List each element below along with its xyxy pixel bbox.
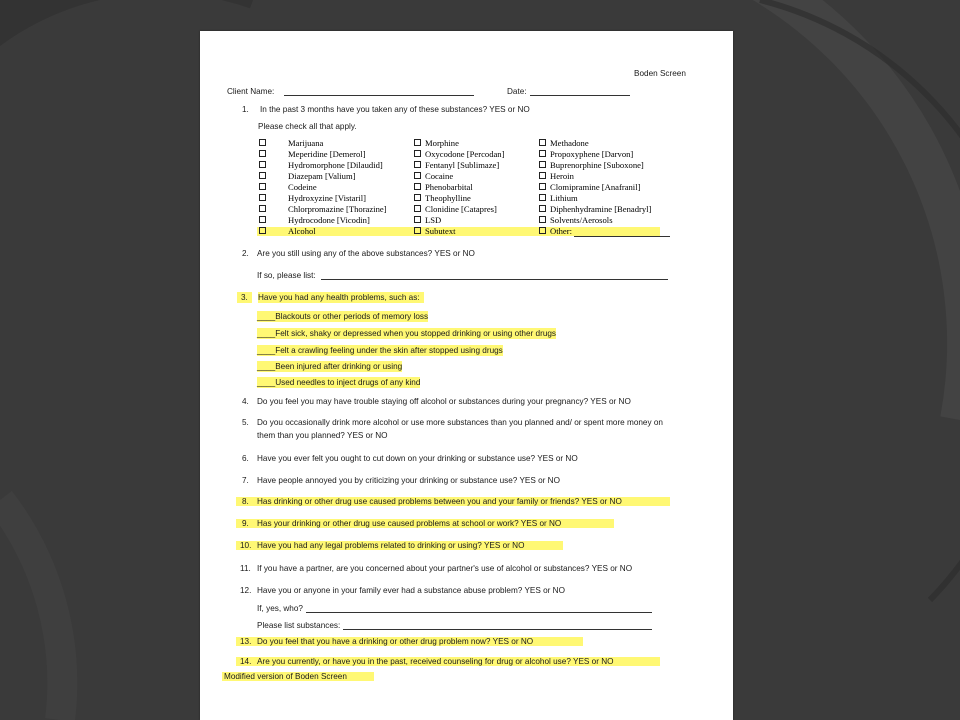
substance-item: Clomipramine [Anafranil]: [539, 182, 651, 193]
checkbox[interactable]: [539, 161, 546, 168]
substance-item: Codeine: [259, 182, 387, 193]
scanned-form-page: [200, 31, 733, 720]
q12-who-line: [306, 612, 652, 613]
q4-number: 4.: [242, 397, 249, 406]
date-label: Date:: [507, 87, 527, 96]
q8-text: Has drinking or other drug use caused problems between you and your family or friends? YES or NO: [257, 497, 622, 506]
checkbox[interactable]: [539, 194, 546, 201]
q2-list-label: If so, please list:: [257, 271, 316, 280]
substance-item: Diphenhydramine [Benadryl]: [539, 204, 651, 215]
checkbox[interactable]: [414, 139, 421, 146]
q3-item: ____Used needles to inject drugs of any kind: [257, 378, 421, 387]
q3-item: ____Felt a crawling feeling under the skin after stopped using drugs: [257, 346, 503, 355]
checkbox[interactable]: [414, 161, 421, 168]
q12-substances-label: Please list substances:: [257, 621, 341, 630]
checkbox[interactable]: [259, 172, 266, 179]
checkbox[interactable]: [539, 216, 546, 223]
checkbox[interactable]: [259, 139, 266, 146]
q10-number: 10.: [240, 541, 252, 550]
q7-text: Have people annoyed you by criticizing your drinking or substance use? YES or NO: [257, 476, 560, 485]
q13-text: Do you feel that you have a drinking or other drug problem now? YES or NO: [257, 637, 534, 646]
checkbox[interactable]: [259, 205, 266, 212]
checkbox[interactable]: [539, 139, 546, 146]
checkbox[interactable]: [414, 150, 421, 157]
checkbox[interactable]: [539, 150, 546, 157]
q6-text: Have you ever felt you ought to cut down on your drinking or substance use? YES or NO: [257, 454, 578, 463]
q10-text: Have you had any legal problems related to drinking or using? YES or NO: [257, 541, 525, 550]
q3-number: 3.: [237, 292, 252, 303]
substance-item: Oxycodone [Percodan]: [414, 149, 504, 160]
substance-item: Hydroxyzine [Vistaril]: [259, 193, 387, 204]
q11-text: If you have a partner, are you concerned about your partner's use of alcohol or substances? YES or NO: [257, 564, 633, 573]
q9-text: Has your drinking or other drug use caused problems at school or work? YES or NO: [257, 519, 562, 528]
checkbox[interactable]: [539, 183, 546, 190]
substance-item: Meperidine [Demerol]: [259, 149, 387, 160]
date-line: [530, 95, 630, 96]
client-name-label: Client Name:: [227, 87, 275, 96]
q3-text: Have you had any health problems, such as:: [258, 292, 424, 303]
checkbox[interactable]: [259, 161, 266, 168]
q12-text: Have you or anyone in your family ever had a substance abuse problem? YES or NO: [257, 586, 565, 595]
substance-item: Theophylline: [414, 193, 504, 204]
checkbox[interactable]: [259, 194, 266, 201]
q2-list-line: [321, 279, 668, 280]
substance-column-2: [414, 138, 504, 237]
q12-substances-line: [343, 629, 652, 630]
checkbox[interactable]: [414, 216, 421, 223]
q7-number: 7.: [242, 476, 249, 485]
substance-item: Heroin: [539, 171, 651, 182]
q5-text: Do you occasionally drink more alcohol or use more substances than you planned and/ or spent more money on: [257, 418, 663, 427]
substance-item: Phenobarbital: [414, 182, 504, 193]
q12-number: 12.: [240, 586, 252, 595]
substance-item: Lithium: [539, 193, 651, 204]
q3-item: ____Felt sick, shaky or depressed when you stopped drinking or using other drugs: [257, 329, 557, 338]
checkbox[interactable]: [414, 172, 421, 179]
q1-text: In the past 3 months have you taken any of these substances? YES or NO: [260, 105, 530, 114]
substance-item: Buprenorphine [Suboxone]: [539, 160, 651, 171]
q5-number: 5.: [242, 418, 249, 427]
check-all-instruction: Please check all that apply.: [258, 122, 357, 131]
footer-note: Modified version of Boden Screen: [224, 672, 347, 681]
substance-item: Other:: [539, 226, 651, 237]
checkbox[interactable]: [414, 205, 421, 212]
checkbox[interactable]: [259, 150, 266, 157]
q8-number: 8.: [242, 497, 249, 506]
checkbox[interactable]: [259, 183, 266, 190]
substance-item: Hydrocodone [Vicodin]: [259, 215, 387, 226]
substance-item: Clonidine [Catapres]: [414, 204, 504, 215]
substance-item: LSD: [414, 215, 504, 226]
checkbox[interactable]: [414, 194, 421, 201]
checkbox[interactable]: [414, 183, 421, 190]
q2-text: Are you still using any of the above substances? YES or NO: [257, 249, 475, 258]
substance-column-3: [539, 138, 651, 237]
q9-number: 9.: [242, 519, 249, 528]
substance-item: Fentanyl [Sublimaze]: [414, 160, 504, 171]
q1-number: 1.: [242, 105, 249, 114]
checkbox[interactable]: [414, 227, 421, 234]
substance-item: Solvents/Aerosols: [539, 215, 651, 226]
client-name-line: [284, 95, 474, 96]
other-substance-line: [574, 236, 670, 237]
q14-number: 14.: [240, 657, 252, 666]
q11-number: 11.: [240, 564, 251, 573]
q13-number: 13.: [240, 637, 252, 646]
checkbox[interactable]: [539, 227, 546, 234]
substance-item: Cocaine: [414, 171, 504, 182]
substance-item: Marijuana: [259, 138, 387, 149]
q5-text-continued: them than you planned? YES or NO: [257, 431, 388, 440]
q12-who-label: If, yes, who?: [257, 604, 303, 613]
substance-item: Morphine: [414, 138, 504, 149]
form-title: Boden Screen: [634, 69, 686, 78]
q6-number: 6.: [242, 454, 249, 463]
substance-item: Subutext: [414, 226, 504, 237]
checkbox[interactable]: [259, 216, 266, 223]
checkbox[interactable]: [259, 227, 266, 234]
substance-item: Hydromorphone [Dilaudid]: [259, 160, 387, 171]
q4-text: Do you feel you may have trouble staying off alcohol or substances during your pregnancy? YES or NO: [257, 397, 631, 406]
substance-column-1: [259, 138, 387, 237]
q3-item: ____Blackouts or other periods of memory loss: [257, 312, 429, 321]
checkbox[interactable]: [539, 172, 546, 179]
substance-item: Chlorpromazine [Thorazine]: [259, 204, 387, 215]
substance-item: Methadone: [539, 138, 651, 149]
substance-item: Alcohol: [259, 226, 387, 237]
substance-item: Propoxyphene [Darvon]: [539, 149, 651, 160]
substance-item: Diazepam [Valium]: [259, 171, 387, 182]
q3-item: ____Been injured after drinking or using: [257, 362, 403, 371]
q2-number: 2.: [242, 249, 249, 258]
checkbox[interactable]: [539, 205, 546, 212]
q14-text: Are you currently, or have you in the past, received counseling for drug or alcohol use? YES or NO: [257, 657, 614, 666]
